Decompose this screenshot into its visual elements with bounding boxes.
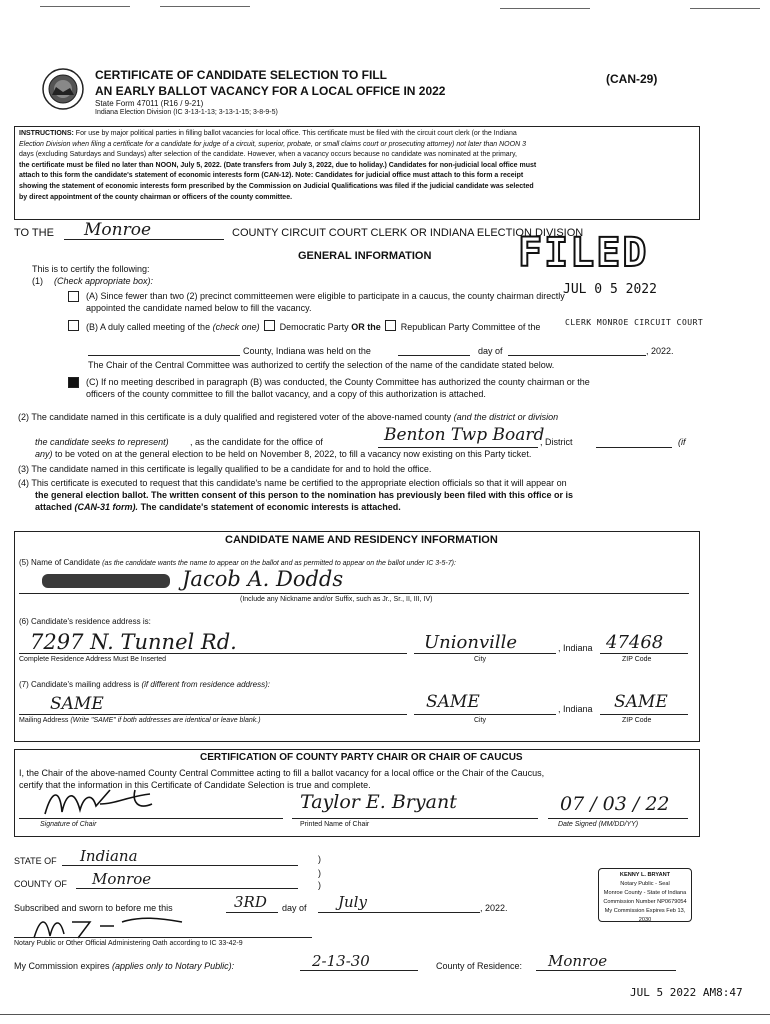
candidate-name-line (19, 593, 689, 594)
certify-intro: This is to certify the following: (32, 264, 150, 274)
office-line (378, 447, 538, 448)
meeting-county-label: County, Indiana was held on the (243, 346, 371, 356)
chair-signature-line (19, 818, 283, 819)
mailing-city[interactable]: SAME (426, 692, 480, 712)
notary-caption: Notary Public or Other Official Administering Oath according to IC 33-42-9 (14, 940, 243, 947)
mailing-label: (7) Candidate's mailing address is (if different from residence address): (19, 680, 270, 689)
mailing-zip-line (600, 714, 688, 715)
option-a-checkbox[interactable] (68, 291, 79, 302)
residence-city-line (414, 653, 556, 654)
commission-label: My Commission expires (applies only to Notary Public): (14, 961, 235, 971)
residence-zip-line (600, 653, 688, 654)
meeting-county-line (88, 355, 240, 356)
republican-checkbox[interactable] (385, 320, 396, 331)
option-c-text-cont: officers of the county committee to fill the ballot vacancy, and a copy of this authorization is attached. (86, 389, 486, 399)
notary-state[interactable]: Indiana (80, 847, 138, 865)
residence-zip[interactable]: 47468 (606, 632, 664, 653)
district-line (596, 447, 672, 448)
scan-edge-line (160, 6, 250, 7)
notary-county-line (76, 888, 298, 889)
meeting-day-line (398, 355, 470, 356)
chair-statement: I, the Chair of the above-named County Central Committee acting to fill a ballot vacancy for a local office or the Chair of the Caucus, (19, 768, 545, 778)
paragraph-2-election: any) to be voted on at the general election to be held on November 8, 2022, to fill a vacancy now existing on this Party ticket. (35, 449, 532, 459)
indiana-state-seal (42, 68, 84, 110)
paragraph-4: (4) This certificate is executed to request that this candidate's name be certified to the appropriate election officials so that it will appear on (18, 478, 567, 488)
county-of-label: COUNTY OF (14, 879, 67, 889)
chair-printed-caption: Printed Name of Chair (300, 821, 370, 828)
mailing-address-line (19, 714, 407, 715)
county-residence[interactable]: Monroe (548, 952, 608, 970)
chair-heading: CERTIFICATION OF COUNTY PARTY CHAIR OR CHAIR OF CAUCUS (200, 752, 523, 763)
residence-street-line (19, 653, 407, 654)
meeting-year-label: , 2022. (646, 346, 674, 356)
notary-state-line (62, 865, 298, 866)
commission-expires[interactable]: 2-13-30 (312, 952, 370, 970)
instructions-text: INSTRUCTIONS: For use by major political parties in filling ballot vacancies for local office. This certificate must be filed with the circuit court clerk (or the Indiana Election Division when filing a certificate for a candidate for judge of a circuit, superior, probate, or small claims court or prosecuting attorney) not later than NOON 3 days (excluding Saturdays and Sundays) after selection of the candidate. However, when a vacancy occurs because no candidate was nominated at the primary, the certificate must be filed no later than NOON, July 5, 2022. (Date transfers from July 3, 2022, due to holiday.) Candidates for non-judicial local office must attach to this form the candidate's statement of economic interests form (CAN-12). Note: Candidates for judicial office must attach to this form a receipt showing the statement of economic interests form prescribed by the Commission on Judicial Qualifications was filed if the judicial candidate was selected by direct appointment of the county chairman or officers of the county committee. (19, 130, 537, 201)
chair-printed-line (292, 818, 538, 819)
paragraph-2-office-label: , as the candidate for the office of (190, 437, 323, 447)
chair-printed-name[interactable]: Taylor E. Bryant (300, 791, 457, 813)
paragraph-2: (2) The candidate named in this certificate is a duly qualified and registered voter of the above-named county (and the district or division (18, 412, 559, 422)
notary-seal-text: KENNY L. BRYANT Notary Public - Seal Monroe County - State of Indiana Commission Number NP0679054 My Commission Expires Feb 13, 2030 (603, 872, 687, 923)
county-residence-line (536, 970, 676, 971)
residence-label: (6) Candidate's residence address is: (19, 617, 151, 626)
form-title-line1: CERTIFICATE OF CANDIDATE SELECTION TO FILL (95, 68, 387, 82)
addressee-office: COUNTY CIRCUIT COURT CLERK OR INDIANA ELECTION DIVISION (232, 227, 584, 239)
meeting-month-line (508, 355, 646, 356)
item1-number: (1) (32, 276, 43, 286)
mailing-zip[interactable]: SAME (614, 692, 668, 712)
election-division-citation: Indiana Election Division (IC 3-13-1-13; 3-13-1-15; 3-8-9-5) (95, 109, 278, 116)
scan-bottom-edge (0, 1014, 770, 1015)
form-code: (CAN-29) (606, 72, 658, 86)
state-of-label: STATE OF (14, 856, 57, 866)
chair-date-caption: Date Signed (MM/DD/YY) (558, 821, 639, 828)
option-c-text: (C) If no meeting described in paragraph (B) was conducted, the County Committee has authorized the county chairman or the (86, 377, 590, 387)
subscribed-label: Subscribed and sworn to before me this (14, 903, 173, 913)
candidate-name[interactable]: Jacob A. Dodds (182, 567, 344, 591)
paragraph-3: (3) The candidate named in this certificate is legally qualified to be a candidate for and to hold the office. (18, 464, 432, 474)
scan-edge-line (690, 8, 760, 9)
residence-city[interactable]: Unionville (424, 632, 518, 653)
county-residence-label: County of Residence: (436, 961, 523, 971)
state-form-number: State Form 47011 (R16 / 9-21) (95, 99, 204, 108)
general-information-heading: GENERAL INFORMATION (298, 250, 432, 262)
form-title-line2: AN EARLY BALLOT VACANCY FOR A LOCAL OFFICE IN 2022 (95, 84, 446, 98)
paragraph-4-cont: the general election ballot. The written consent of this person to the nomination has previously been filed with this office or is (35, 490, 574, 500)
option-b-checkbox[interactable] (68, 320, 79, 331)
to-the-label: TO THE (14, 227, 54, 239)
democratic-checkbox[interactable] (264, 320, 275, 331)
notary-day[interactable]: 3RD (234, 893, 267, 911)
paragraph-2-seek: the candidate seeks to represent) (35, 437, 169, 447)
scan-edge-line (40, 6, 130, 7)
mailing-caption: Mailing Address (Write "SAME" if both addresses are identical or leave blank.) (19, 717, 261, 724)
residence-street[interactable]: 7297 N. Tunnel Rd. (30, 630, 237, 654)
day-of-label: day of (282, 903, 307, 913)
option-b-text: (B) A duly called meeting of the (check one) Democratic Party OR the Republican Party Committee of the (86, 322, 541, 332)
meeting-day-label: day of (478, 346, 503, 356)
residence-state: , Indiana (558, 643, 593, 653)
notary-day-line (226, 912, 278, 913)
filed-stamp-date: JUL 0 5 2022 (563, 282, 657, 297)
receipt-stamp: JUL 5 2022 AM8:47 (630, 986, 743, 999)
notary-county[interactable]: Monroe (92, 870, 152, 888)
paragraph-4-attached: attached (CAN-31 form). The candidate's statement of economic interests is attached. (35, 502, 401, 512)
option-c-checkbox[interactable] (68, 377, 79, 388)
candidate-name-caption: (Include any Nickname and/or Suffix, such as Jr., Sr., II, III, IV) (240, 596, 433, 603)
residence-caption: Complete Residence Address Must Be Inserted (19, 656, 167, 663)
option-a-text: (A) Since fewer than two (2) precinct committeemen were eligible to participate in a caucus, the county chairman directly (86, 291, 565, 301)
mailing-address[interactable]: SAME (50, 694, 104, 714)
office-name[interactable]: Benton Twp Board (384, 425, 545, 445)
notary-month-line (318, 912, 480, 913)
candidate-heading: CANDIDATE NAME AND RESIDENCY INFORMATION (225, 534, 498, 546)
name-label: (5) Name of Candidate (as the candidate wants the name to appear on the ballot and as permitted to appear on the ballot under IC 3-5-7): (19, 558, 456, 567)
chair-date-line (548, 818, 688, 819)
commission-expires-line (300, 970, 418, 971)
chair-signature[interactable] (40, 784, 190, 820)
scan-edge-line (500, 8, 590, 9)
option-a-text-cont: appointed the candidate named below to fill the vacancy. (86, 303, 312, 313)
mailing-state: , Indiana (558, 704, 593, 714)
option-b-text-cont: The Chair of the Central Committee was authorized to certify the selection of the name of the candidate stated below. (88, 360, 555, 370)
brace-1: ) (318, 854, 321, 864)
notary-signature-line (14, 937, 312, 938)
mailing-city-line (414, 714, 556, 715)
notary-year: , 2022. (480, 903, 508, 913)
district-if: (if (678, 437, 686, 447)
chair-signature-caption: Signature of Chair (40, 821, 97, 828)
instructions-label: INSTRUCTIONS: (19, 130, 74, 137)
filed-stamp: FILED (518, 230, 649, 276)
addressee-county[interactable]: Monroe (84, 220, 152, 240)
brace-3: ) (318, 880, 321, 890)
residence-city-caption: City (474, 656, 487, 663)
brace-2: ) (318, 868, 321, 878)
notary-month[interactable]: July (338, 893, 367, 911)
residence-zip-caption: ZIP Code (622, 656, 652, 663)
item1-note: (Check appropriate box): (54, 276, 154, 286)
mailing-zip-caption: ZIP Code (622, 717, 652, 724)
mailing-city-caption: City (474, 717, 487, 724)
chair-date[interactable]: 07 / 03 / 22 (560, 793, 670, 815)
redacted-marks (42, 574, 170, 588)
district-label: , District (540, 437, 573, 447)
chair-statement-cont: certify that the information in this Certificate of Candidate Selection is true and complete. (19, 780, 371, 790)
filed-stamp-clerk: CLERK MONROE CIRCUIT COURT (565, 318, 704, 327)
